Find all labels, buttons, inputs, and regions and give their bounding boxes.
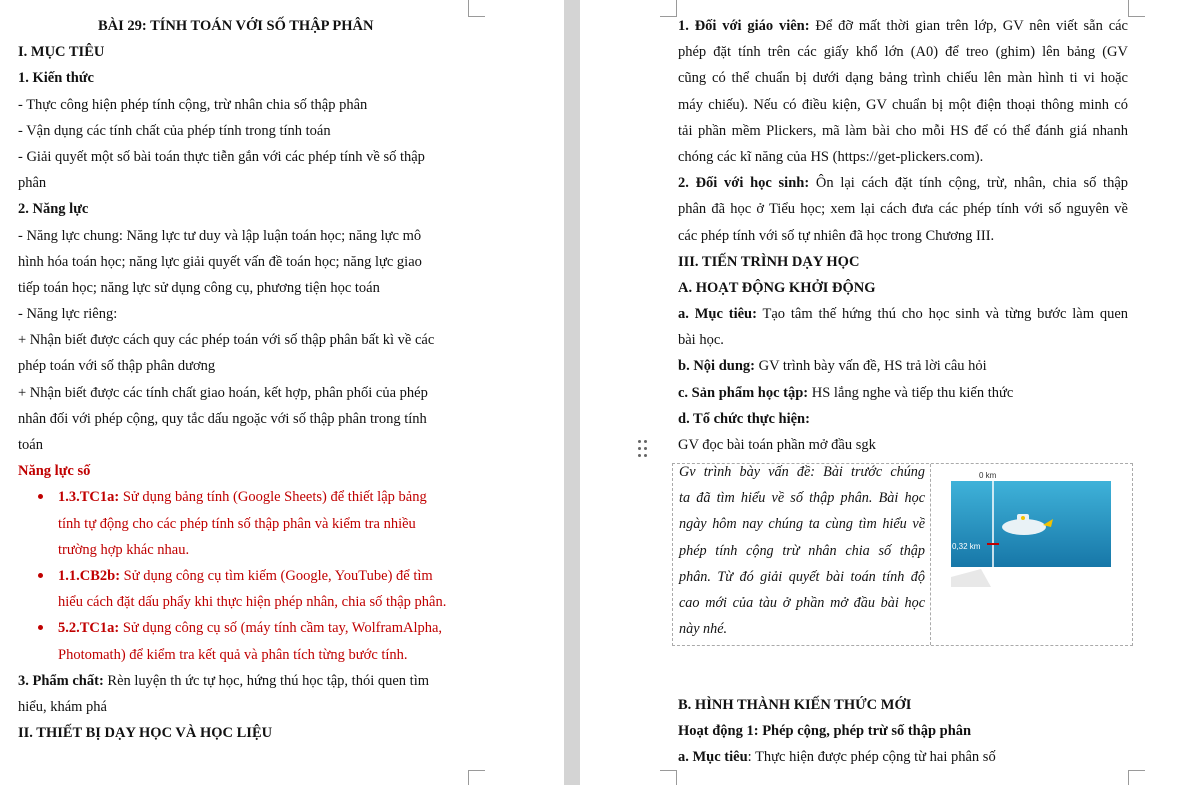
org-label: d. Tổ chức thực hiện: (678, 410, 810, 427)
text-line: hiểu, khám phá (18, 698, 107, 715)
text-line (678, 170, 1128, 196)
objective-label: a. Mục tiêu: (678, 306, 757, 323)
quality-label: 3. Phẩm chất: (18, 672, 104, 689)
submarine-image[interactable] (951, 469, 1111, 587)
crop-mark (660, 0, 677, 17)
crop-mark (660, 770, 677, 785)
item-text: hiểu cách đặt dấu phẩy khi thực hiện phép nhân, chia số thập phân. (58, 594, 447, 611)
section-heading: I. MỤC TIÊU (18, 44, 105, 61)
text-line: hình hóa toán học; năng lực giải quyết vấn đề toán học; năng lực giao (18, 253, 422, 270)
text-line: phân (18, 175, 47, 192)
student-label: 2. Đối với học sinh: (678, 175, 810, 192)
text-line: - Thực công hiện phép tính cộng, trừ nhân chia số thập phân (18, 96, 368, 113)
digital-competence-list (18, 484, 446, 667)
text-line (678, 301, 1128, 327)
text-line: ngày hôm nay chúng ta cùng tìm hiểu về (679, 516, 925, 533)
image-label-top: 0 km (979, 471, 997, 480)
section-heading: A. HOẠT ĐỘNG KHỞI ĐỘNG (678, 279, 876, 296)
objective-label: a. Mục tiêu (678, 749, 748, 766)
text-line: ta đã tìm hiểu về số thập phân. Bài học (679, 490, 925, 507)
table-column-divider (930, 464, 931, 645)
text-line: bài học. (678, 332, 724, 349)
lesson-title: BÀI 29: TÍNH TOÁN VỚI SỐ THẬP PHÂN (98, 18, 374, 34)
text-line: phân. Từ đó giải quyết bài toán tính độ (679, 568, 925, 585)
item-text: Sử dụng bảng tính (Google Sheets) để thiết lập bảng (119, 489, 427, 506)
text-line (678, 380, 1128, 406)
text-line: - Vận dụng các tính chất của phép tính trong tính toán (18, 122, 331, 139)
document-page-left (0, 0, 564, 785)
crop-mark (468, 0, 485, 17)
subsection-heading: 2. Năng lực (18, 201, 89, 218)
text-line: các phép tính với số tự nhiên đã học trong Chương III. (678, 227, 995, 244)
item-text: tính tự động cho các phép tính số thập phân và kiểm tra nhiều (58, 515, 416, 532)
text-line: + Nhận biết được các tính chất giao hoán, kết hợp, phân phối của phép (18, 384, 428, 401)
crop-mark (468, 770, 485, 785)
text-line: phép toán với số thập phân dương (18, 358, 216, 375)
teacher-label: 1. Đối với giáo viên: (678, 18, 810, 34)
text-line: Gv trình bày vấn đề: Bài trước chúng (679, 464, 925, 480)
section-heading: III. TIẾN TRÌNH DẠY HỌC (678, 253, 860, 270)
subsection-heading: 1. Kiến thức (18, 70, 94, 87)
text-line: tiếp toán học; năng lực sử dụng công cụ, phương tiện học toán (18, 279, 380, 296)
text-line: này nhé. (679, 621, 728, 638)
text-line: cũng có thể chuẩn bị dưới dạng bảng trình chiếu lên màn hình ti vi hoặc (678, 70, 1128, 87)
text-line: phép tính cộng trừ nhân chia số thập (679, 542, 925, 559)
table-cell-text[interactable] (679, 459, 925, 642)
text-line: nhân đối với phép cộng, quy tắc dấu ngoặc với số thập phân trong tính (18, 410, 427, 427)
item-code: 1.1.CB2b: (58, 567, 121, 584)
teacher-text: Để đỡ mất thời gian trên lớp, GV nên viết sẵn các (809, 18, 1128, 34)
text-line (678, 744, 1128, 770)
bullet-icon (38, 494, 43, 499)
right-bottom-text (678, 692, 1128, 771)
bullet-icon (38, 625, 43, 630)
objective-text: Tạo tâm thế hứng thú cho học sinh và từng bước làm quen (756, 306, 1128, 323)
image-shadow (951, 569, 991, 587)
text-line: + Nhận biết được cách quy các phép toán với số thập phân bất kì về các (18, 332, 435, 349)
text-line: cao mới của tàu ở phần mở đầu bài học (679, 594, 925, 611)
text-line: - Giải quyết một số bài toán thực tiễn gắn với các phép tính về số thập (18, 148, 425, 165)
quality-text: Rèn luyện th ức tự học, hứng thú học tập, thói quen tìm (103, 672, 430, 689)
activity-heading: Hoạt động 1: Phép cộng, phép trừ số thập phân (678, 723, 972, 740)
bullet-icon (38, 573, 43, 578)
content-text: GV trình bày vấn đề, HS trả lời câu hỏi (754, 358, 987, 375)
crop-mark (1128, 770, 1145, 785)
text-line: - Năng lực riêng: (18, 306, 118, 323)
product-text: HS lắng nghe và tiếp thu kiến thức (808, 384, 1014, 401)
list-item (58, 615, 446, 641)
text-line: - Năng lực chung: Năng lực tư duy và lập luận toán học; năng lực mô (18, 227, 422, 244)
text-line (678, 353, 1128, 379)
right-text-column (678, 13, 1128, 458)
crop-mark (1128, 0, 1145, 17)
list-item (58, 484, 446, 510)
text-line: tải phần mềm Plickers, mã làm bài cho mỗi HS để có thể đánh giá nhanh (678, 122, 1128, 139)
text-line: GV đọc bài toán phần mở đầu sgk (678, 437, 876, 453)
section-heading: B. HÌNH THÀNH KIẾN THỨC MỚI (678, 697, 912, 713)
text-line: phân đã học ở Tiểu học; xem lại cách đưa các phép tính với số nguyên về (678, 201, 1128, 218)
objective-text: : Thực hiện được phép cộng từ hai phân số (747, 749, 996, 766)
item-text: Sử dụng công cụ số (máy tính cầm tay, WolframAlpha, (119, 620, 443, 637)
item-text: Sử dụng công cụ tìm kiếm (Google, YouTube) để tìm (120, 567, 433, 584)
list-item (58, 563, 446, 589)
text-line: toán (18, 437, 43, 453)
text-line: phép đặt tính trên các giấy khổ lớn (A0) để treo (ghim) lên bảng (GV (678, 44, 1128, 61)
table-move-handle-icon[interactable] (638, 440, 648, 460)
product-label: c. Sản phẩm học tập: (678, 384, 809, 401)
document-page-right (580, 0, 1177, 785)
intro-table[interactable] (672, 463, 1133, 646)
text-line: chóng các kĩ năng của HS (https://get-plickers.com). (678, 148, 984, 165)
text-line (18, 668, 446, 694)
item-text: Photomath) để kiểm tra kết quả và phân tích từng bước tính. (58, 646, 408, 663)
digital-competence-heading: Năng lực số (18, 463, 91, 480)
section-heading: II. THIẾT BỊ DẠY HỌC VÀ HỌC LIỆU (18, 725, 273, 742)
image-label-depth: 0,32 km (952, 542, 981, 551)
item-code: 1.3.TC1a: (58, 489, 120, 506)
text-line (678, 13, 1128, 39)
item-text: trường hợp khác nhau. (58, 541, 190, 558)
text-line: máy chiếu). Nếu có điều kiện, GV chuẩn bị một điện thoại thông minh có (678, 96, 1128, 113)
student-text: Ôn lại cách đặt tính cộng, trừ, nhân, chia số thập (809, 175, 1129, 192)
item-code: 5.2.TC1a: (58, 620, 120, 637)
content-label: b. Nội dung: (678, 358, 755, 375)
left-text-column (18, 13, 446, 746)
page-gutter (564, 0, 580, 785)
